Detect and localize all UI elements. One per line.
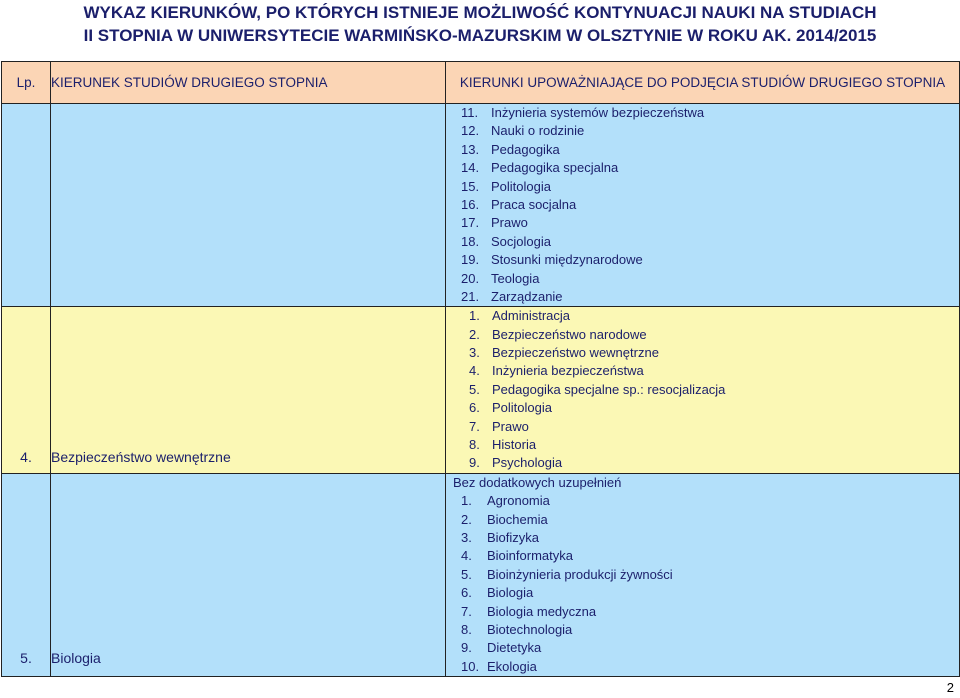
table-row bbox=[2, 473, 960, 676]
row-eligible-list bbox=[446, 104, 960, 307]
list-item bbox=[446, 233, 959, 251]
list-item-text: Bioinformatyka bbox=[487, 548, 573, 564]
list-item-number: 5. bbox=[461, 566, 472, 582]
list-item-text: Bioinżynieria produkcji żywności bbox=[487, 566, 673, 582]
list-item-number: 16. bbox=[461, 196, 480, 212]
list-item bbox=[446, 270, 959, 288]
list-item bbox=[446, 492, 959, 510]
table-header-row bbox=[2, 62, 960, 104]
list-item-number: 1. bbox=[469, 308, 480, 324]
list-item bbox=[446, 566, 959, 584]
list-item-text: Biofizyka bbox=[487, 529, 540, 545]
header-kierunek: KIERUNEK STUDIÓW DRUGIEGO STOPNIA bbox=[51, 62, 446, 104]
table-row bbox=[2, 104, 960, 307]
list-item bbox=[446, 362, 959, 380]
list-item-text: Biologia bbox=[487, 585, 534, 601]
list-item-text: Biotechnologia bbox=[487, 621, 573, 637]
list-item-text: Administracja bbox=[492, 308, 571, 324]
list-item bbox=[446, 159, 959, 177]
list-item-text: Inżynieria systemów bezpieczeństwa bbox=[491, 105, 705, 120]
list-item-text: Politologia bbox=[491, 178, 551, 194]
list-item-text: Biologia medyczna bbox=[487, 603, 597, 619]
list-item-text: Agronomia bbox=[487, 493, 550, 509]
list-item-text: Inżynieria bezpieczeństwa bbox=[492, 363, 644, 379]
list-item-text: Prawo bbox=[492, 418, 529, 434]
list-item-number: 8. bbox=[461, 621, 472, 637]
list-item-text: Socjologia bbox=[491, 233, 551, 249]
list-item-number: 6. bbox=[469, 400, 480, 416]
list-item bbox=[446, 196, 959, 214]
list-item bbox=[446, 603, 959, 621]
list-item-text: Ekologia bbox=[487, 658, 537, 674]
list-item-text: Politologia bbox=[492, 400, 552, 416]
list-item bbox=[446, 214, 959, 232]
list-item-number: 18. bbox=[461, 233, 480, 249]
row-eligible-list bbox=[446, 307, 960, 474]
row-lp bbox=[2, 104, 51, 307]
list-item bbox=[446, 399, 959, 417]
title-line-2: II STOPNIA W UNIWERSYTECIE WARMIŃSKO-MAZURSKIM W OLSZTYNIE W ROKU AK. 2014/2015 bbox=[83, 26, 877, 45]
list-item bbox=[446, 288, 959, 306]
list-item bbox=[446, 436, 959, 454]
list-item-number: 4. bbox=[461, 548, 472, 564]
list-item-text: Nauki o rodzinie bbox=[491, 123, 585, 139]
list-item-number: 9. bbox=[461, 640, 472, 656]
table-row bbox=[2, 307, 960, 474]
header-uprawniajace: KIERUNKI UPOWAŻNIAJĄCE DO PODJĘCIA STUDIÓW DRUGIEGO STOPNIA bbox=[446, 62, 960, 104]
programs-table bbox=[1, 61, 960, 677]
list-item bbox=[446, 584, 959, 602]
list-item bbox=[446, 511, 959, 529]
list-item-number: 17. bbox=[461, 215, 480, 231]
list-item bbox=[446, 658, 959, 676]
row-lp: 4. bbox=[2, 307, 51, 474]
list-item-number: 21. bbox=[461, 288, 480, 304]
row-eligible-list bbox=[446, 473, 960, 676]
list-item-text: Pedagogika specjalne sp.: resocjalizacja bbox=[492, 381, 726, 397]
list-item-number: 6. bbox=[461, 585, 472, 601]
list-item bbox=[446, 307, 959, 325]
list-item bbox=[446, 529, 959, 547]
row-kierunek bbox=[51, 104, 446, 307]
list-item-number: 13. bbox=[461, 141, 480, 157]
list-item bbox=[446, 418, 959, 436]
row-lp: 5. bbox=[2, 473, 51, 676]
list-item-text: Zarządzanie bbox=[491, 288, 563, 304]
list-item-number: 15. bbox=[461, 178, 480, 194]
list-item-text: Stosunki międzynarodowe bbox=[491, 252, 643, 268]
list-item-number: 9. bbox=[469, 455, 480, 471]
list-item bbox=[446, 454, 959, 472]
list-item-text: Bezpieczeństwo narodowe bbox=[492, 326, 647, 342]
list-item-number: 8. bbox=[469, 437, 480, 453]
list-item-text: Psychologia bbox=[492, 455, 563, 471]
list-item bbox=[446, 621, 959, 639]
list-item bbox=[446, 122, 959, 140]
list-item-number: 1. bbox=[461, 493, 472, 509]
list-item bbox=[446, 141, 959, 159]
list-item-number: 2. bbox=[461, 511, 472, 527]
list-item-number: 5. bbox=[469, 381, 480, 397]
list-item bbox=[446, 251, 959, 269]
list-item-text: Prawo bbox=[491, 215, 528, 231]
list-item-text: Teologia bbox=[491, 270, 540, 286]
list-item-number: 7. bbox=[461, 603, 472, 619]
list-header: Bez dodatkowych uzupełnień bbox=[453, 474, 622, 490]
row-kierunek: Bezpieczeństwo wewnętrzne bbox=[51, 307, 446, 474]
title-line-1: WYKAZ KIERUNKÓW, PO KTÓRYCH ISTNIEJE MOŻLIWOŚĆ KONTYNUACJI NAUKI NA STUDIACH bbox=[83, 3, 877, 22]
list-item-number: 11. bbox=[461, 105, 479, 120]
list-item bbox=[446, 639, 959, 657]
list-item bbox=[446, 104, 959, 122]
list-item bbox=[446, 344, 959, 362]
list-item-text: Pedagogika bbox=[491, 141, 560, 157]
list-item-number: 7. bbox=[469, 418, 480, 434]
list-item-number: 20. bbox=[461, 270, 480, 286]
list-item-number: 10. bbox=[461, 658, 480, 674]
list-item-text: Bezpieczeństwo wewnętrzne bbox=[492, 345, 659, 361]
list-item-text: Biochemia bbox=[487, 511, 548, 527]
list-item-number: 12. bbox=[461, 123, 480, 139]
list-item bbox=[446, 381, 959, 399]
list-item bbox=[446, 326, 959, 344]
list-item-text: Historia bbox=[492, 437, 537, 453]
list-item-number: 19. bbox=[461, 252, 480, 268]
list-item-text: Dietetyka bbox=[487, 640, 542, 656]
document-title bbox=[0, 0, 960, 47]
list-item-number: 14. bbox=[461, 160, 480, 176]
header-lp: Lp. bbox=[2, 62, 51, 104]
list-item bbox=[446, 178, 959, 196]
list-item-number: 3. bbox=[469, 345, 480, 361]
row-kierunek: Biologia bbox=[51, 473, 446, 676]
list-item-number: 2. bbox=[469, 326, 480, 342]
page-number: 2 bbox=[946, 680, 954, 695]
list-item-text: Praca socjalna bbox=[491, 196, 577, 212]
list-item bbox=[446, 547, 959, 565]
list-item-text: Pedagogika specjalna bbox=[491, 160, 619, 176]
list-item-number: 4. bbox=[469, 363, 480, 379]
list-item-number: 3. bbox=[461, 529, 472, 545]
